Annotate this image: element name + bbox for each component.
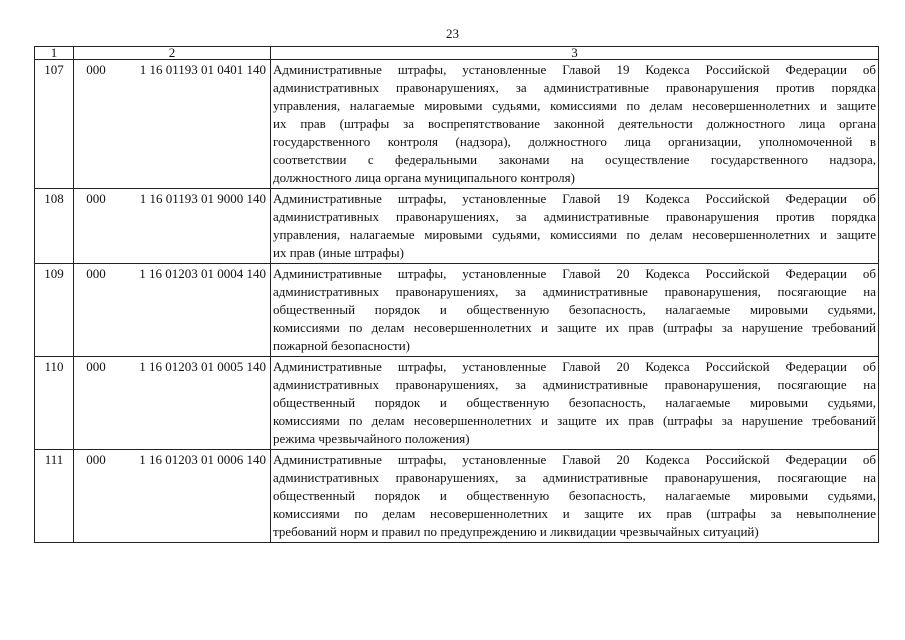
description-line: управления, налагаемые мировыми судьями, комиссиями по делам несовершеннолетних и защите (273, 98, 876, 113)
description-line: должностного лица органа муниципального контроля) (273, 170, 575, 185)
description-line: их прав (иные штрафы) (273, 245, 404, 260)
budget-code-cell (74, 189, 271, 264)
row-number: 108 (35, 189, 74, 264)
description-line: требований норм и правил по предупреждению и ликвидации чрезвычайных ситуаций) (273, 524, 759, 539)
income-code: 1 16 01203 01 0006 140 (139, 452, 266, 467)
description-line: режима чрезвычайного положения) (273, 431, 470, 446)
description-line: общественный порядок и общественную безопасность, налагаемые мировыми судьями, (273, 302, 876, 317)
header-col-1: 1 (35, 47, 74, 60)
description-cell (271, 189, 879, 264)
budget-code-cell (74, 357, 271, 450)
description-line: комиссиями по делам несовершеннолетних и защите их прав (штрафы за нарушение требований (273, 320, 876, 335)
description-line: пожарной безопасности) (273, 338, 410, 353)
description-line: Административные штрафы, установленные Главой 19 Кодекса Российской Федерации об (273, 62, 876, 77)
table-row (35, 357, 879, 450)
description-line: административных правонарушениях, за административные правонарушения против порядка (273, 209, 876, 224)
row-number: 110 (35, 357, 74, 450)
description-line: общественный порядок и общественную безопасность, налагаемые мировыми судьями, (273, 488, 876, 503)
header-col-2: 2 (74, 47, 271, 60)
description-line: Административные штрафы, установленные Главой 20 Кодекса Российской Федерации об (273, 359, 876, 374)
row-number: 107 (35, 60, 74, 189)
table-row (35, 450, 879, 543)
budget-code-cell (74, 450, 271, 543)
description-cell (271, 264, 879, 357)
table-header-row (35, 47, 879, 60)
description-line: административных правонарушениях, за административные правонарушения, посягающие на (273, 470, 876, 485)
admin-code: 000 (86, 62, 106, 77)
admin-code: 000 (86, 452, 106, 467)
description-line: административных правонарушениях, за административные правонарушения против порядка (273, 80, 876, 95)
admin-code: 000 (86, 359, 106, 374)
description-line: государственного контроля (надзора), должностного лица организации, уполномоченной в (273, 134, 876, 149)
description-line: Административные штрафы, установленные Главой 20 Кодекса Российской Федерации об (273, 452, 876, 467)
row-number: 111 (35, 450, 74, 543)
header-col-3: 3 (271, 47, 879, 60)
description-line: управления, налагаемые мировыми судьями, комиссиями по делам несовершеннолетних и защите (273, 227, 876, 242)
description-line: соответствии с федеральными законами на осуществление государственного надзора, (273, 152, 876, 167)
admin-code: 000 (86, 191, 106, 206)
description-line: их прав (штрафы за воспрепятствование законной деятельности должностного лица органа (273, 116, 876, 131)
income-code: 1 16 01193 01 9000 140 (139, 191, 266, 206)
row-number: 109 (35, 264, 74, 357)
table-row (35, 60, 879, 189)
table-row (35, 264, 879, 357)
description-line: административных правонарушениях, за административные правонарушения, посягающие на (273, 377, 876, 392)
budget-code-cell (74, 264, 271, 357)
page-number: 23 (446, 26, 459, 41)
admin-code: 000 (86, 266, 106, 281)
income-code: 1 16 01193 01 0401 140 (139, 62, 266, 77)
description-line: комиссиями по делам несовершеннолетних и защите их прав (штрафы за нарушение требований (273, 413, 876, 428)
table-row (35, 189, 879, 264)
description-cell (271, 450, 879, 543)
income-code: 1 16 01203 01 0005 140 (139, 359, 266, 374)
description-line: Административные штрафы, установленные Главой 20 Кодекса Российской Федерации об (273, 266, 876, 281)
description-line: общественный порядок и общественную безопасность, налагаемые мировыми судьями, (273, 395, 876, 410)
description-line: административных правонарушениях, за административные правонарушения, посягающие на (273, 284, 876, 299)
description-line: Административные штрафы, установленные Главой 19 Кодекса Российской Федерации об (273, 191, 876, 206)
budget-code-cell (74, 60, 271, 189)
description-cell (271, 60, 879, 189)
description-line: комиссиями по делам несовершеннолетних и защите их прав (штрафы за невыполнение (273, 506, 876, 521)
description-cell (271, 357, 879, 450)
fines-table (34, 46, 879, 543)
income-code: 1 16 01203 01 0004 140 (139, 266, 266, 281)
